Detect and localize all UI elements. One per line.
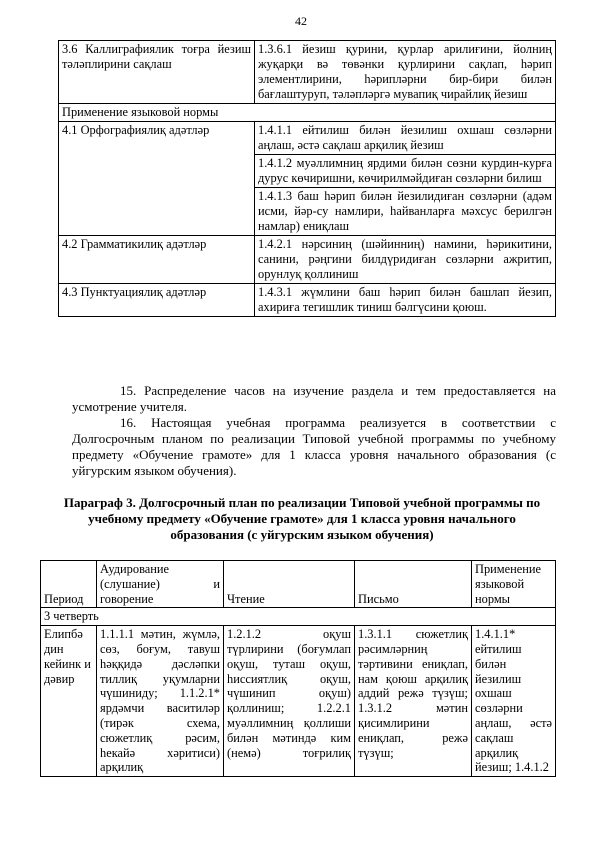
column-header: Применение языковой нормы [472,561,556,608]
table-row [59,236,556,284]
page-number: 42 [295,14,307,28]
table-row [41,626,556,777]
section-heading: Параграф 3. Долгосрочный план по реализации Типовой учебной программы по учебному предмету «Обучение грамоте» для 1 класса уровня начального образования (с уйгурским языком обучения) [63,495,541,542]
table-cell: Елипбә дин кейинк и дәвир [41,626,97,777]
table-cell: 1.4.3.1 жүмлини баш һәрип билән башлап йезип, ахириға тегишлик тиниш бәлгүсини қоюш. [255,284,556,317]
section-title: Применение языковой нормы [59,104,556,122]
table-cell: 4.3 Пунктуациялиқ адәтләр [59,284,255,317]
table-cell [255,122,556,236]
column-header: Письмо [355,561,472,608]
table-header-row [41,561,556,608]
table-cell: 1.3.1.1 сюжетлиқ рәсимләрниң тәртивини ениқлап, нам қоюш арқилиқ аддий режә түзүш; 1.3.1.2 мәтин қисимлирини ениқлап, режә түзүш; [355,626,472,777]
learning-objectives-table [58,40,556,317]
column-header: Чтение [224,561,355,608]
list-item: 1.4.1.3 баш һәрип билән йезилидиған сөзләрни (адәм исми, йәр-су намлири, һайванларға мәхсус берилгән намлар) ениқлаш [258,189,552,233]
quarter-label: 3 четверть [41,608,556,626]
table-row [59,284,556,317]
table-row [59,122,556,236]
table-cell: 4.2 Грамматикилиқ адәтләр [59,236,255,284]
table-row [59,41,556,104]
list-item: 1.4.1.1 ейтилиш билән йезилиш охшаш сөзләрни аңлаш, әстә сақлаш арқилиқ йезиш [255,122,555,155]
table-cell: 4.1 Орфографиялиқ адәтләр [59,122,255,236]
long-term-plan-table [40,560,556,777]
table-cell: 1.3.6.1 йезиш қурини, қурлар арилиғини, йолниң жуқарқи вә төвәнки қурлирини сақлап, һәрип элементлирини, һәрипләрни бир-бири билән бағлаштуруп, тәләпләргә мувапиқ чирайлиқ йезиш [255,41,556,104]
subobjectives-list [255,122,555,235]
column-header: Период [41,561,97,608]
table-cell: 1.2.1.2 оқуш түрлирини (боғумлап оқуш, туташ оқуш, һиссиятлиқ оқуш, чүшинип оқуш) қоллиниш; 1.2.2.1 муәллимниң қоллиши билән мәтиндә ким (немә) тоғрилиқ [224,626,355,777]
table-cell: 1.1.1.1 мәтин, жүмлә, сөз, боғум, тавуш һәққидә дәсләпки тиллиқ уқумларни чүшиниду; 1.1.2.1* ярдәмчи васитиләр (тирәк схема, сюжетлиқ рәсим, һекайә хәритиси) арқилиқ [97,626,224,777]
list-item: 1.4.1.2 муәллимниң ярдими билән сөзни курдин-курға дурус көчиришни, көчирилмәйдиған сөзләрни билиш [255,155,555,188]
table-cell: 1.4.1.1* ейтилиш билән йезилиш охшаш сөзләрни аңлаш, әстә сақлаш арқилиқ йезиш; 1.4.1.2 [472,626,556,777]
column-header: Аудирование (слушание) и говорение [97,561,224,608]
table-cell: 1.4.2.1 нәрсиниң (шәйинниң) намини, һәрикитини, санини, рәңгини билдүридиған сөзләрни ажритип, орунлуқ қоллиниш [255,236,556,284]
section-row [59,104,556,122]
table-cell: 3.6 Каллиграфиялик тоғра йезиш тәләплирини сақлаш [59,41,255,104]
paragraph-16: 16. Настоящая учебная программа реализуется в соответствии с Долгосрочным планом по реализации Типовой учебной программы по учебному предмету «Обучение грамоте» для 1 класса уровня начального образования (с уйгурским языком обучения). [72,415,556,478]
paragraph-15: 15. Распределение часов на изучение раздела и тем предоставляется на усмотрение учителя. [72,383,556,414]
quarter-row [41,608,556,626]
